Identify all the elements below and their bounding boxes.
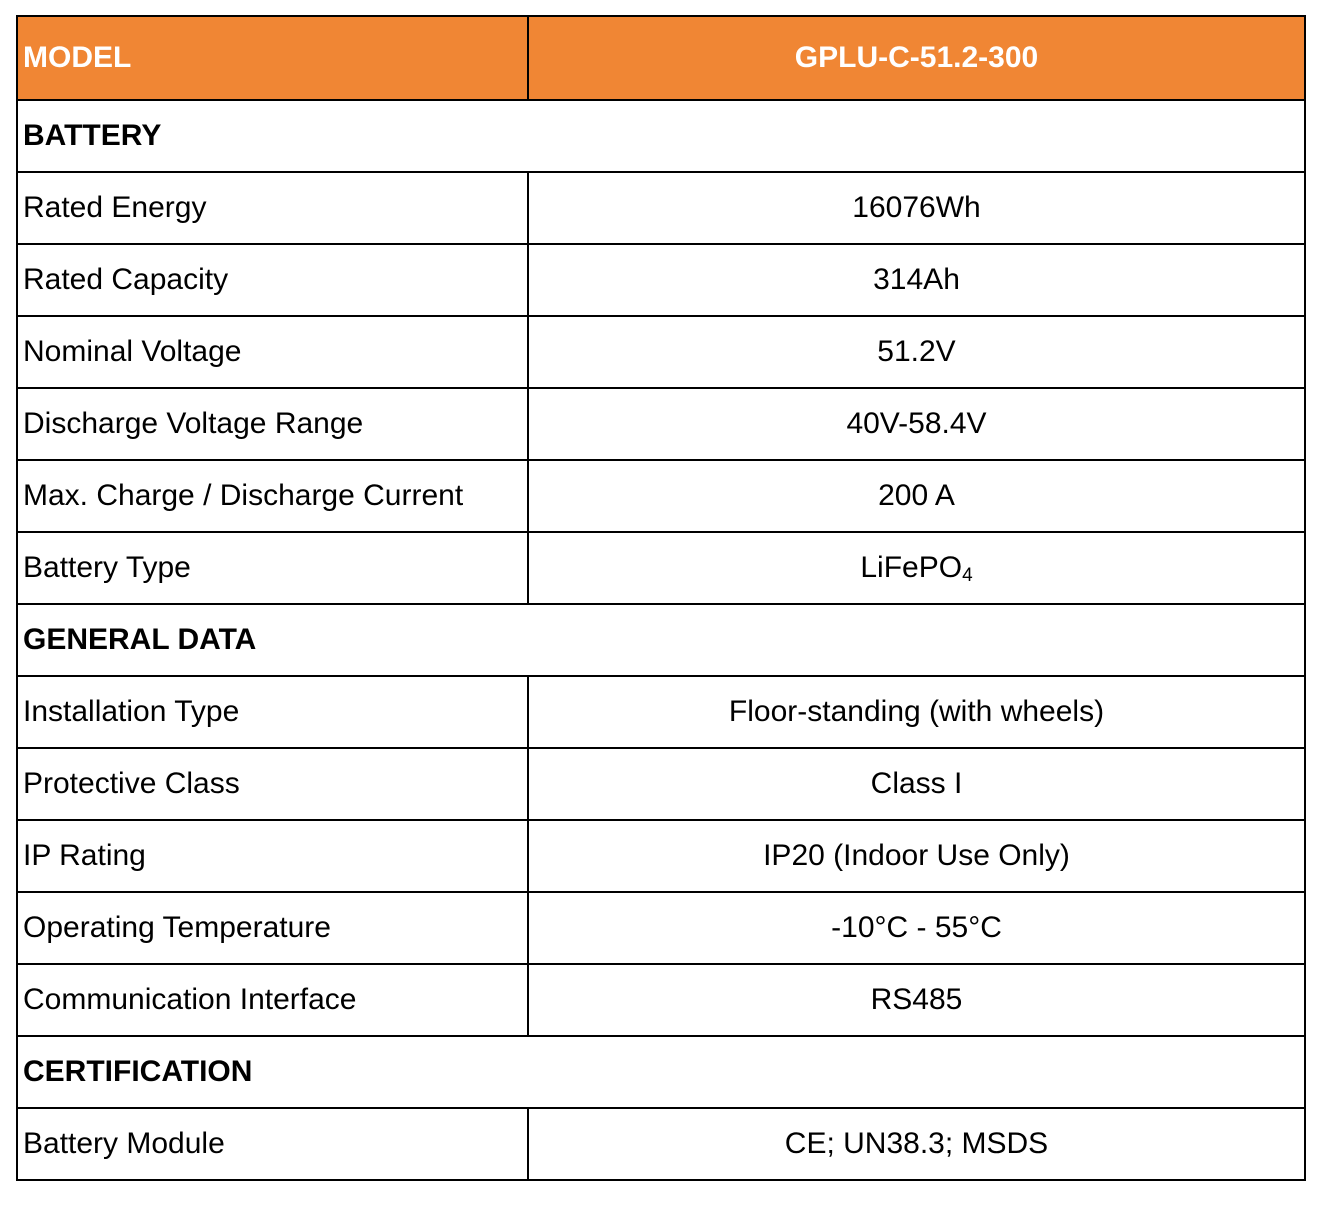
spec-label: Rated Energy	[17, 172, 528, 244]
section-header-general-data	[17, 604, 1305, 676]
spec-value: 16076Wh	[528, 172, 1305, 244]
spec-value-battery-type	[528, 532, 1305, 604]
spec-value: CE; UN38.3; MSDS	[528, 1108, 1305, 1180]
spec-value: IP20 (Indoor Use Only)	[528, 820, 1305, 892]
table-row	[17, 748, 1305, 820]
table-row	[17, 460, 1305, 532]
spec-value: Floor-standing (with wheels)	[528, 676, 1305, 748]
table-row	[17, 316, 1305, 388]
model-value: GPLU-C-51.2-300	[528, 16, 1305, 100]
table-row	[17, 964, 1305, 1036]
spec-table	[16, 15, 1306, 1181]
section-title: CERTIFICATION	[17, 1036, 1305, 1108]
battery-type-subscript: 4	[962, 565, 973, 586]
spec-label: Battery Module	[17, 1108, 528, 1180]
model-label: MODEL	[17, 16, 528, 100]
table-row	[17, 244, 1305, 316]
table-row	[17, 1108, 1305, 1180]
battery-type-text: LiFePO	[860, 551, 963, 584]
spec-label: Discharge Voltage Range	[17, 388, 528, 460]
spec-label: Rated Capacity	[17, 244, 528, 316]
spec-label: Installation Type	[17, 676, 528, 748]
spec-value: RS485	[528, 964, 1305, 1036]
model-header-row	[17, 16, 1305, 100]
section-header-battery	[17, 100, 1305, 172]
spec-label: Nominal Voltage	[17, 316, 528, 388]
spec-label: Max. Charge / Discharge Current	[17, 460, 528, 532]
table-row	[17, 892, 1305, 964]
section-header-certification	[17, 1036, 1305, 1108]
spec-value: 314Ah	[528, 244, 1305, 316]
spec-label: Battery Type	[17, 532, 528, 604]
spec-label: Operating Temperature	[17, 892, 528, 964]
table-row	[17, 676, 1305, 748]
spec-label: Protective Class	[17, 748, 528, 820]
table-row	[17, 820, 1305, 892]
section-title: GENERAL DATA	[17, 604, 1305, 676]
spec-label: IP Rating	[17, 820, 528, 892]
spec-value: Class I	[528, 748, 1305, 820]
table-row	[17, 532, 1305, 604]
spec-value: 40V-58.4V	[528, 388, 1305, 460]
spec-label: Communication Interface	[17, 964, 528, 1036]
spec-value: 51.2V	[528, 316, 1305, 388]
table-row	[17, 388, 1305, 460]
spec-value: 200 A	[528, 460, 1305, 532]
section-title: BATTERY	[17, 100, 1305, 172]
table-row	[17, 172, 1305, 244]
spec-value: -10°C - 55°C	[528, 892, 1305, 964]
